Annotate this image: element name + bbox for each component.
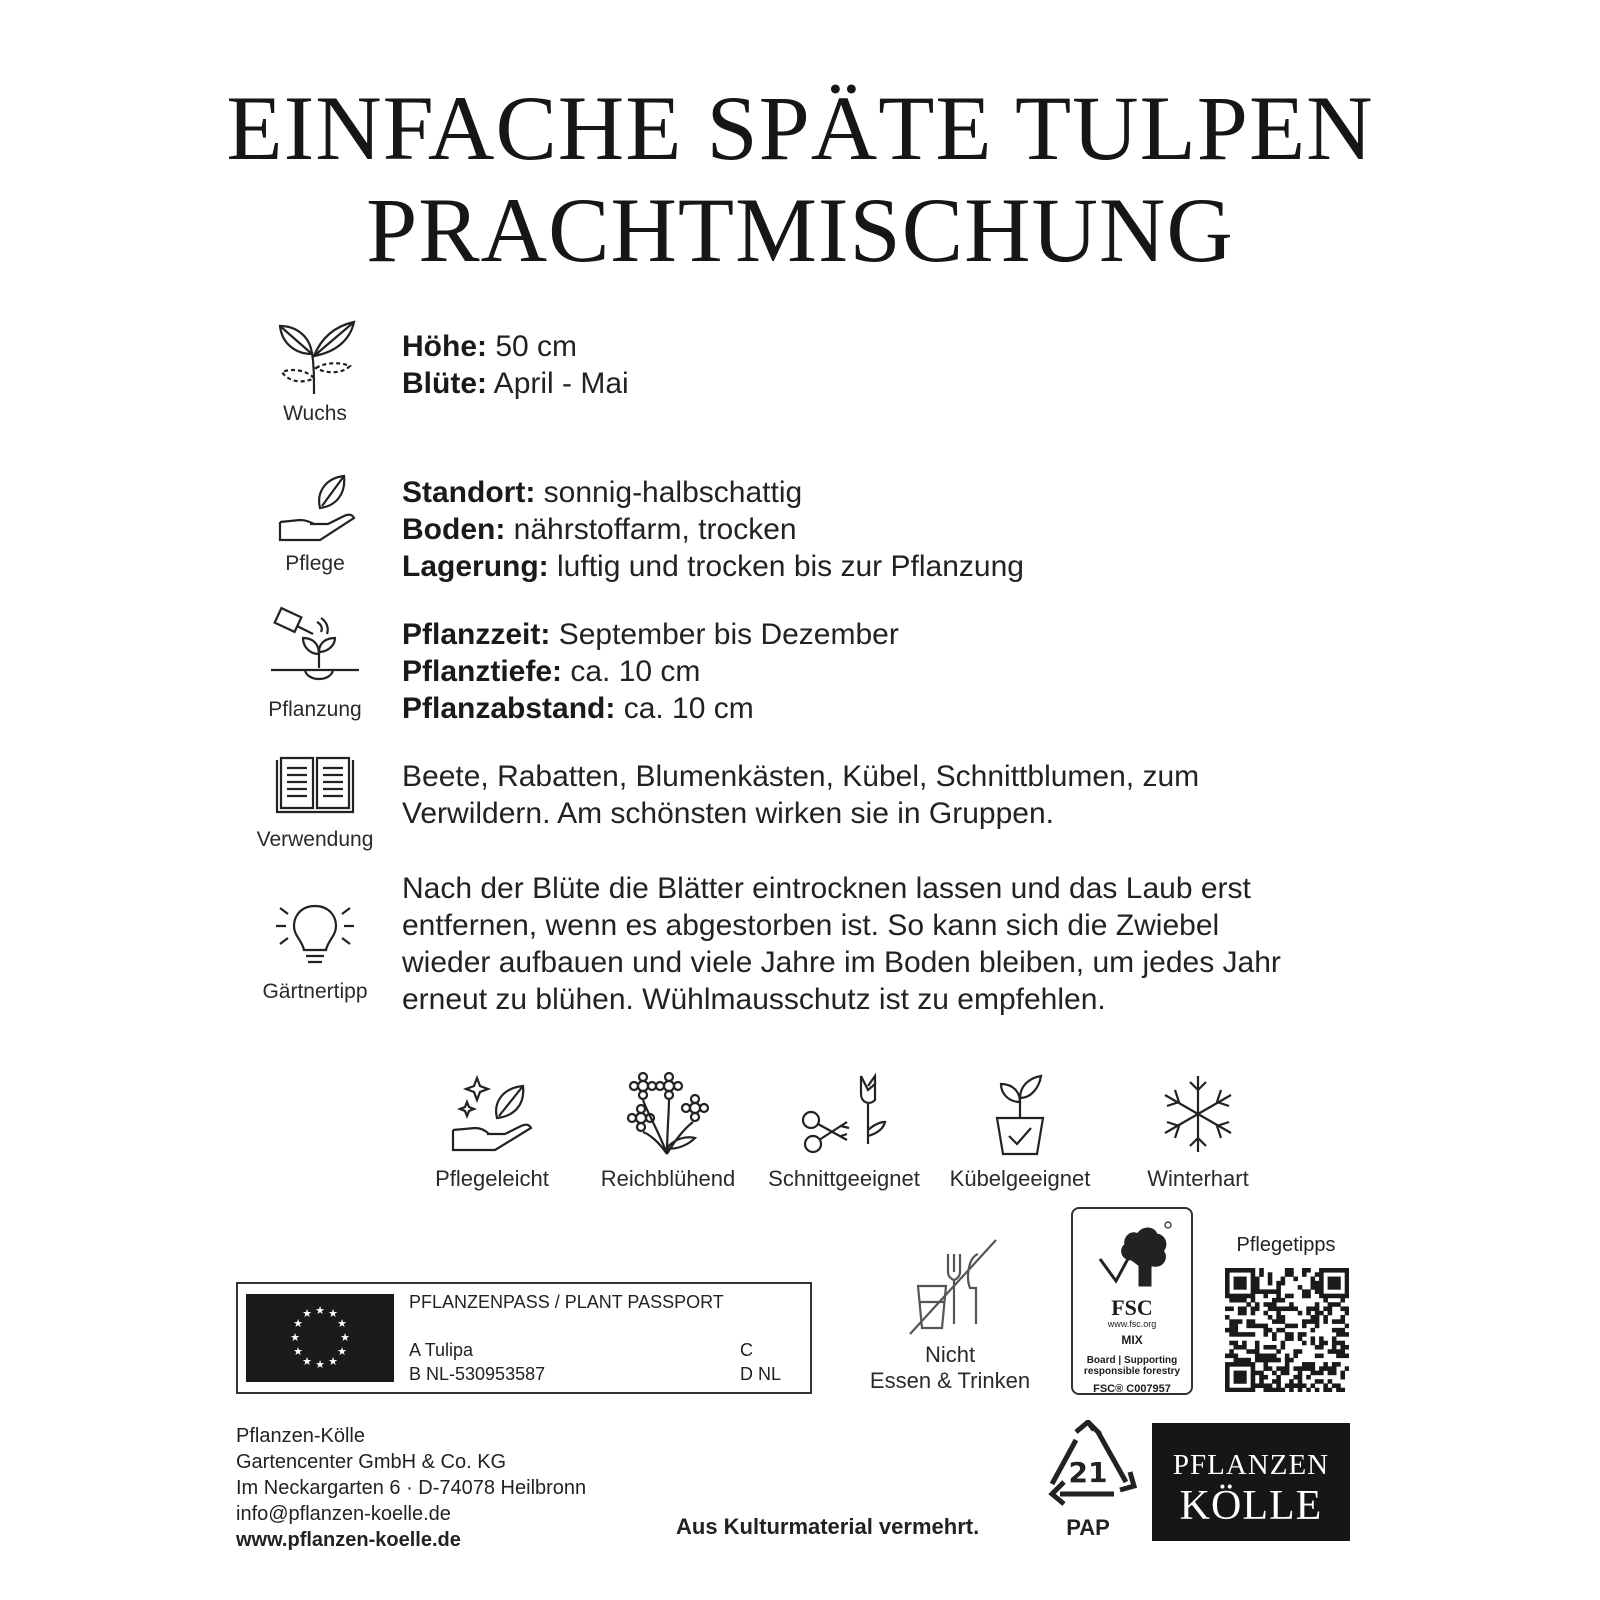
svg-text:★: ★ <box>302 1355 312 1368</box>
svg-text:★: ★ <box>293 1345 303 1358</box>
svg-text:★: ★ <box>315 1358 325 1371</box>
feature-label: Kübelgeeignet <box>949 1166 1091 1191</box>
scissors-tulip-icon <box>799 1072 889 1156</box>
svg-text:★: ★ <box>328 1307 338 1320</box>
snowflake-icon <box>1153 1072 1243 1156</box>
plant-leaves-icon <box>270 316 360 396</box>
passport-title: PFLANZENPASS / PLANT PASSPORT <box>409 1292 724 1312</box>
pflanzung-line: Pflanzzeit: September bis Dezember <box>402 618 899 651</box>
feature-pflegeleicht <box>402 1072 582 1192</box>
recycling-triangle-icon <box>1036 1420 1140 1508</box>
website-link[interactable]: www.pflanzen-koelle.de <box>236 1529 461 1551</box>
fsc-url: www.fsc.org <box>1107 1319 1157 1329</box>
eu-flag-icon <box>246 1294 394 1382</box>
not-food-warning <box>860 1238 1040 1394</box>
passport-b: B NL-530953587 <box>409 1364 546 1384</box>
wuchs-text <box>402 328 1402 402</box>
address-line: Im Neckargarten 6 · D-74078 Heilbronn <box>236 1477 587 1499</box>
feature-schnittgeeignet <box>754 1072 934 1192</box>
pflanzung-line: Pflanztiefe: ca. 10 cm <box>402 655 701 688</box>
address-line: Gartencenter GmbH & Co. KG <box>236 1451 507 1473</box>
hand-leaf-icon <box>270 474 360 546</box>
watering-can-icon <box>269 604 361 692</box>
tipp-line: entfernen, wenn es abgestorben ist. So kann sich die Zwiebel <box>402 909 1220 942</box>
feature-winterhart <box>1108 1072 1288 1192</box>
svg-text:★: ★ <box>337 1317 347 1330</box>
tipp-label: Gärtnertipp <box>262 980 368 1003</box>
flowers-icon <box>623 1072 713 1156</box>
fsc-desc2: responsible forestry <box>1083 1366 1181 1377</box>
feature-label: Pflegeleicht <box>435 1166 549 1191</box>
verwendung-text <box>402 758 1402 832</box>
svg-text:★: ★ <box>337 1345 347 1358</box>
passport-a: A Tulipa <box>409 1340 474 1360</box>
product-title-line2: PRACHTMISCHUNG <box>366 179 1234 281</box>
svg-text:★: ★ <box>315 1304 325 1317</box>
kultur-note: Aus Kulturmaterial vermehrt. <box>676 1514 980 1539</box>
tipp-line: Nach der Blüte die Blätter eintrocknen lassen und das Laub erst <box>402 872 1251 905</box>
brand-logo <box>1152 1423 1350 1541</box>
tipp-text <box>402 870 1402 1018</box>
wuchs-line: Höhe: 50 cm <box>402 330 578 363</box>
email-link[interactable]: info@pflanzen-koelle.de <box>236 1503 451 1525</box>
pflanzung-line: Pflanzabstand: ca. 10 cm <box>402 692 754 725</box>
pflanzung-icon-block <box>250 604 380 722</box>
pflege-label: Pflege <box>285 552 345 575</box>
plant-passport-box <box>236 1282 812 1394</box>
passport-d: D NL <box>740 1364 782 1384</box>
fsc-label <box>1071 1207 1193 1395</box>
tipp-icon-block <box>250 898 380 1004</box>
svg-text:★: ★ <box>302 1307 312 1320</box>
logo-line2: KÖLLE <box>1179 1483 1323 1529</box>
potted-plant-icon <box>975 1072 1065 1156</box>
pflege-text <box>402 474 1402 585</box>
svg-text:★: ★ <box>328 1355 338 1368</box>
open-book-icon <box>273 754 357 818</box>
pflege-line: Lagerung: luftig und trocken bis zur Pflanzung <box>402 550 1024 583</box>
tipp-line: wieder aufbauen und viele Jahre im Boden bleiben, um jedes Jahr <box>402 946 1281 979</box>
verwendung-label: Verwendung <box>256 828 374 851</box>
feature-label: Reichblühend <box>600 1166 736 1191</box>
qr-code[interactable] <box>1225 1268 1349 1397</box>
product-title-line1: EINFACHE SPÄTE TULPEN <box>226 77 1374 179</box>
light-bulb-icon <box>270 898 360 968</box>
pflege-line: Boden: nährstoffarm, trocken <box>402 513 797 546</box>
company-address <box>236 1423 586 1553</box>
qr-label: Pflegetipps <box>1236 1234 1336 1256</box>
passport-c: C <box>740 1340 753 1360</box>
feature-reichbluehend <box>578 1072 758 1192</box>
recycling-mark <box>1036 1420 1140 1541</box>
feature-label: Schnittgeeignet <box>768 1166 920 1191</box>
recycling-code: PAP <box>1066 1515 1110 1540</box>
fsc-desc1: Board | Supporting <box>1086 1355 1178 1366</box>
hand-leaf-sparkle-icon <box>447 1072 537 1156</box>
svg-text:★: ★ <box>293 1317 303 1330</box>
warning-line1: Nicht <box>924 1342 976 1367</box>
pflanzung-label: Pflanzung <box>268 698 362 721</box>
verwendung-line: Beete, Rabatten, Blumenkästen, Kübel, Schnittblumen, zum <box>402 760 1200 793</box>
wuchs-label: Wuchs <box>283 402 347 425</box>
feature-label: Winterhart <box>1147 1166 1249 1191</box>
no-eating-drinking-icon <box>900 1238 1000 1336</box>
wuchs-icon-block <box>250 316 380 426</box>
verwendung-icon-block <box>250 754 380 852</box>
wuchs-line: Blüte: April - Mai <box>402 367 629 400</box>
pflege-icon-block <box>250 474 380 576</box>
pflege-line: Standort: sonnig-halbschattig <box>402 476 803 509</box>
logo-line1: PFLANZEN <box>1172 1449 1330 1481</box>
fsc-name: FSC <box>1111 1295 1153 1320</box>
fsc-mix: MIX <box>1121 1333 1143 1347</box>
address-line: Pflanzen-Kölle <box>236 1425 365 1447</box>
warning-line2: Essen & Trinken <box>869 1368 1031 1393</box>
fsc-code: FSC® C007957 <box>1093 1383 1171 1395</box>
fsc-tree-icon <box>1092 1219 1172 1297</box>
tipp-line: erneut zu blühen. Wühlmausschutz ist zu empfehlen. <box>402 983 1106 1016</box>
feature-kuebelgeeignet <box>930 1072 1110 1192</box>
pflanzung-text <box>402 616 1402 727</box>
recycling-number: 21 <box>1068 1456 1108 1489</box>
svg-text:★: ★ <box>340 1331 350 1344</box>
verwendung-line: Verwildern. Am schönsten wirken sie in Gruppen. <box>402 797 1054 830</box>
svg-text:★: ★ <box>290 1331 300 1344</box>
